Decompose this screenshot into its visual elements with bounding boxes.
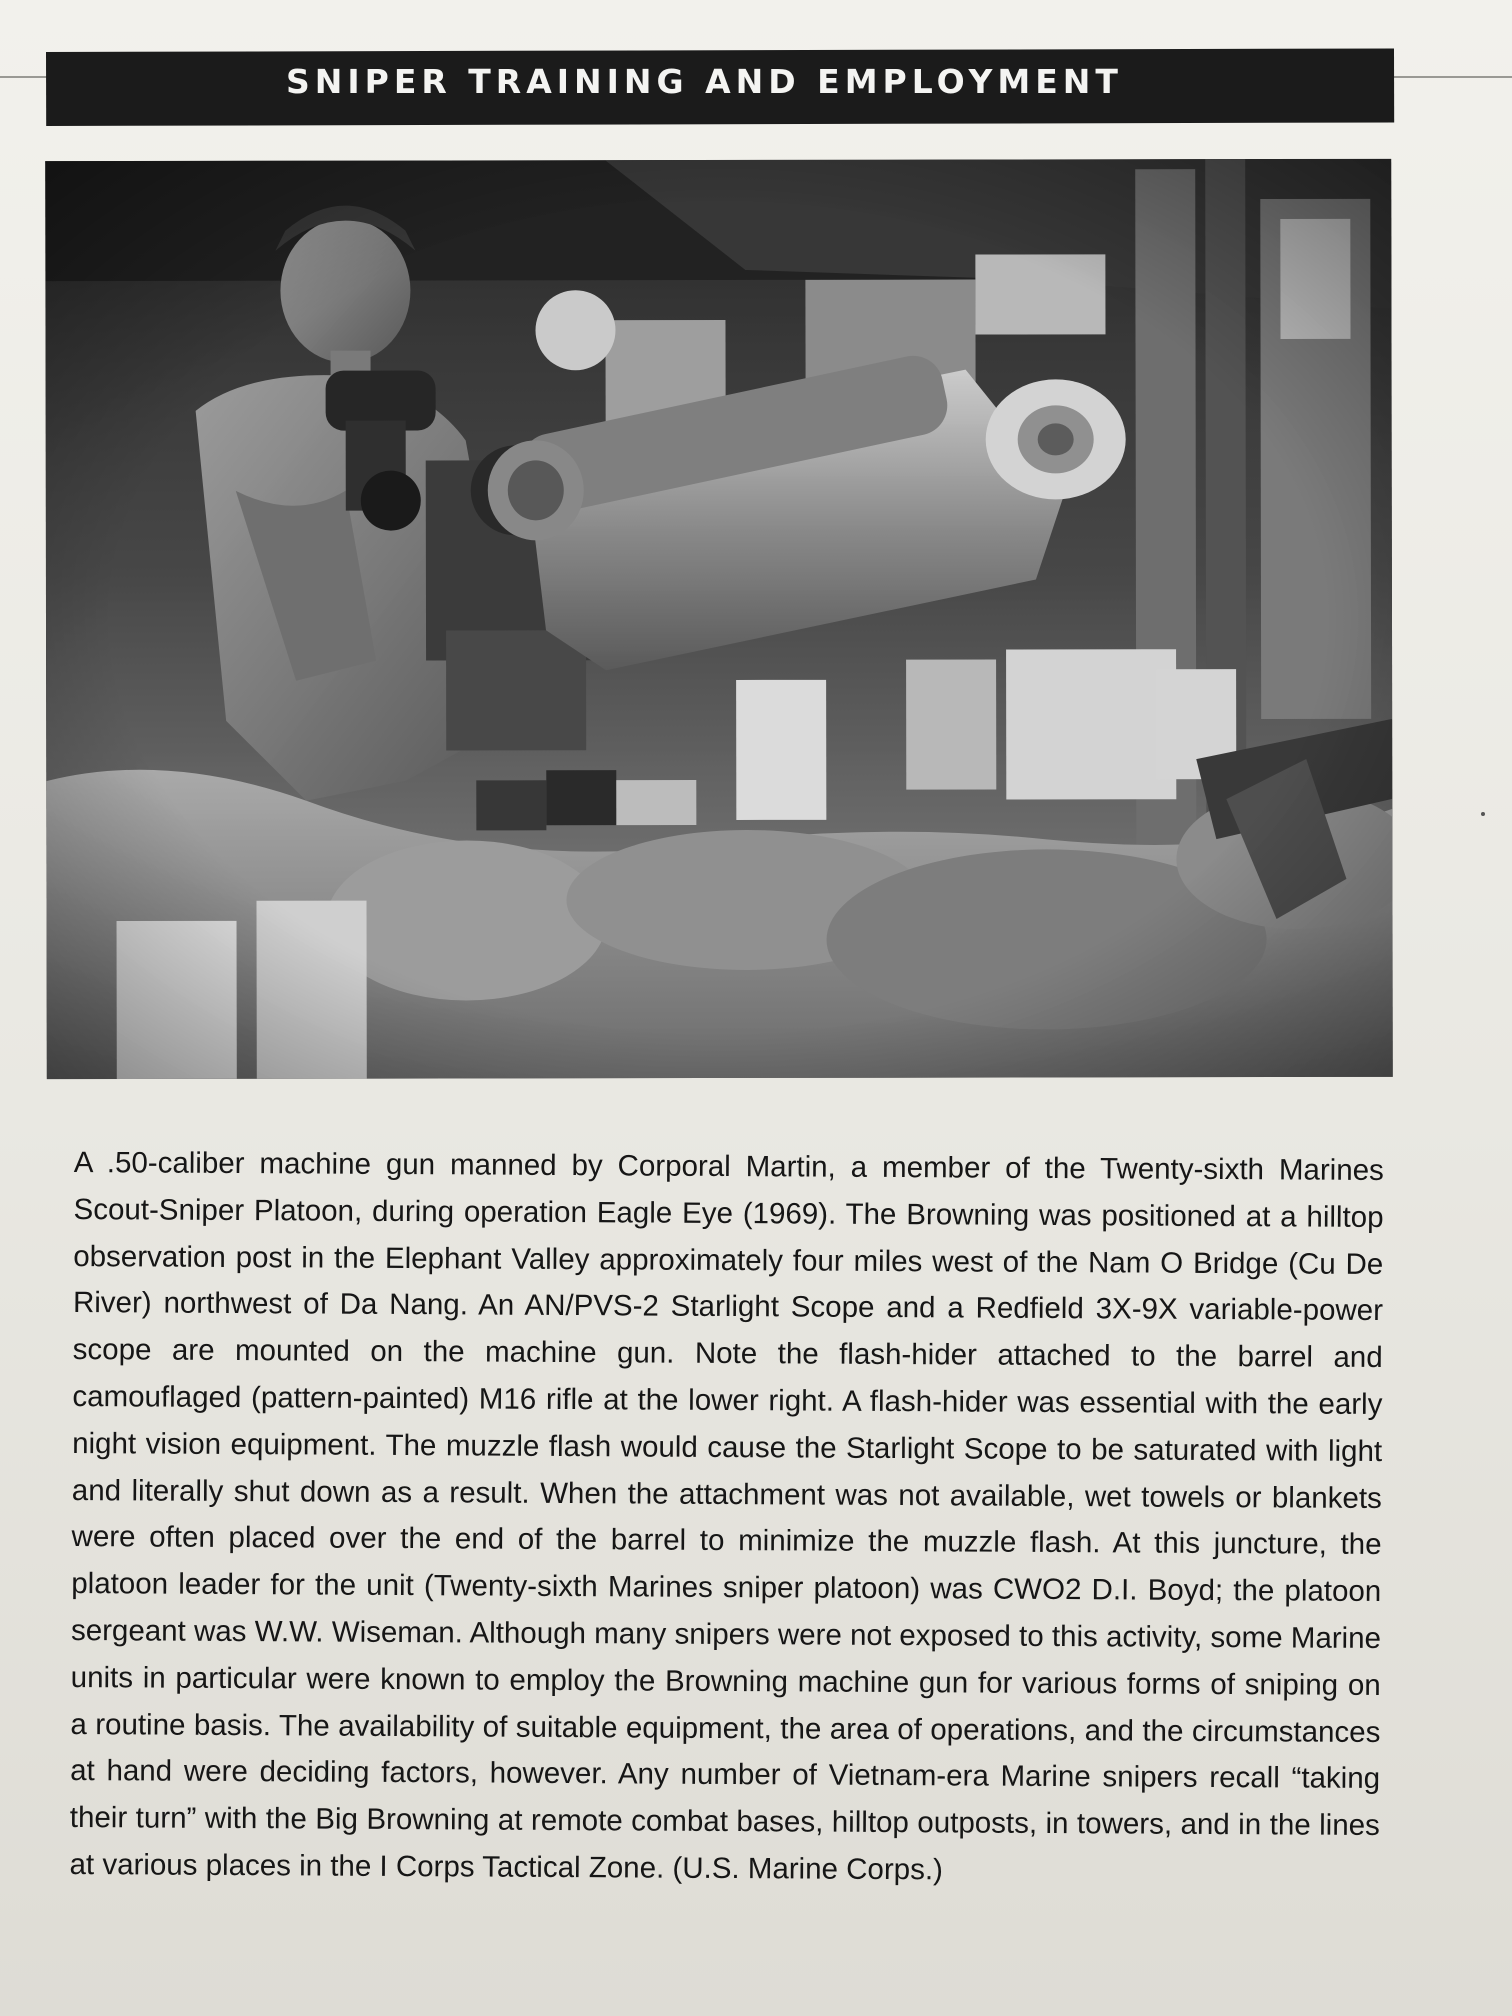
running-header-title: SNIPER TRAINING AND EMPLOYMENT <box>286 62 1123 101</box>
photo-caption: A .50-caliber machine gun manned by Corporal Martin, a member of the Twenty-sixth Marines Scout-Sniper Platoon, during operation Eagle Eye (1969). The Browning was positioned at a hilltop observation post in the Elephant Valley approximately four miles west of the Nam O Bridge (Cu De River) northwest of Da Nang. An AN/PVS-2 Starlight Scope and a Redfield 3X-9X variable-power scope are mounted on the machine gun. Note the flash-hider attached to the barrel and camouflaged (pattern-painted) M16 rifle at the lower right. A flash-hider was essential with the early night vision equipment. The muzzle flash would cause the Starlight Scope to be saturated with light and literally shut down as a result. When the attachment was not available, wet towels or blankets were often placed over the end of the barrel to minimize the muzzle flash. At this juncture, the platoon leader for the unit (Twenty-sixth Marines sniper platoon) was CWO2 D.I. Boyd; the platoon sergeant was W.W. Wiseman. Although many snipers were not exposed to this activity, some Marine units in particular were known to employ the Browning machine gun for various forms of sniping on a routine basis. The availability of suitable equipment, the area of operations, and the circumstances at hand were deciding factors, however. Any number of Vietnam-era Marine snipers recall “taking their turn” with the Big Browning at remote combat bases, hilltop outposts, in towers, and in the lines at various places in the I Corps Tactical Zone. (U.S. Marine Corps.) <box>69 1145 1384 1887</box>
photograph <box>45 159 1393 1079</box>
page-speck <box>1481 812 1485 816</box>
photo-illustration <box>45 159 1393 1079</box>
